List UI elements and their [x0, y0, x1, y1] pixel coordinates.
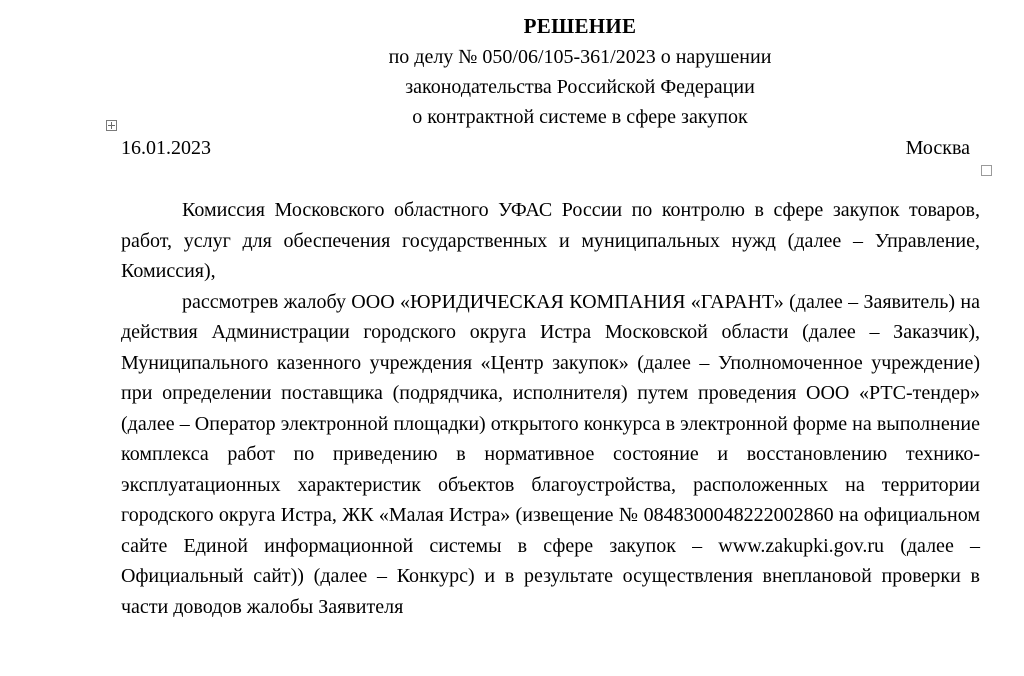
table-move-handle-icon[interactable] [106, 120, 117, 131]
document-city: Москва [905, 137, 970, 159]
document-subtitle-line-2: законодательства Российской Федерации [405, 76, 755, 98]
document-date: 16.01.2023 [121, 137, 211, 159]
body-paragraph-1: Комиссия Московского областного УФАС России по контролю в сфере закупок товаров, работ, услуг для обеспечения государственных и муниципальных нужд (далее – Управление, Комиссия), [121, 199, 980, 282]
table-cell-marker-icon [981, 165, 992, 176]
document-body [121, 195, 980, 622]
document-title: РЕШЕНИЕ [523, 14, 637, 38]
document-subtitle-line-1: по делу № 050/06/105-361/2023 о нарушении [388, 46, 772, 68]
body-paragraph-2: рассмотрев жалобу ООО «ЮРИДИЧЕСКАЯ КОМПАНИЯ «ГАРАНТ» (далее – Заявитель) на действия Администрации городского округа Истра Московской области (далее – Заказчик), Муниципального казенного учреждения «Центр закупок» (далее – Уполномоченное учреждение) при определении поставщика (подрядчика, исполнителя) путем проведения ООО «РТС-тендер» (далее – Оператор электронной площадки) открытого конкурса в электронной форме на выполнение комплекса работ по приведению в нормативное состояние и восстановлению технико-эксплуатационных характеристик объектов благоустройства, расположенных на территории городского округа Истра, ЖК «Малая Истра» (извещение № 0848300048222002860 на официальном сайте Единой информационной системы в сфере закупок – www.zakupki.gov.ru (далее – Официальный сайт)) (далее – Конкурс) и в результате осуществления внеплановой проверки в части доводов жалобы Заявителя [121, 290, 980, 618]
document-subtitle-line-3: о контрактной системе в сфере закупок [412, 106, 748, 128]
